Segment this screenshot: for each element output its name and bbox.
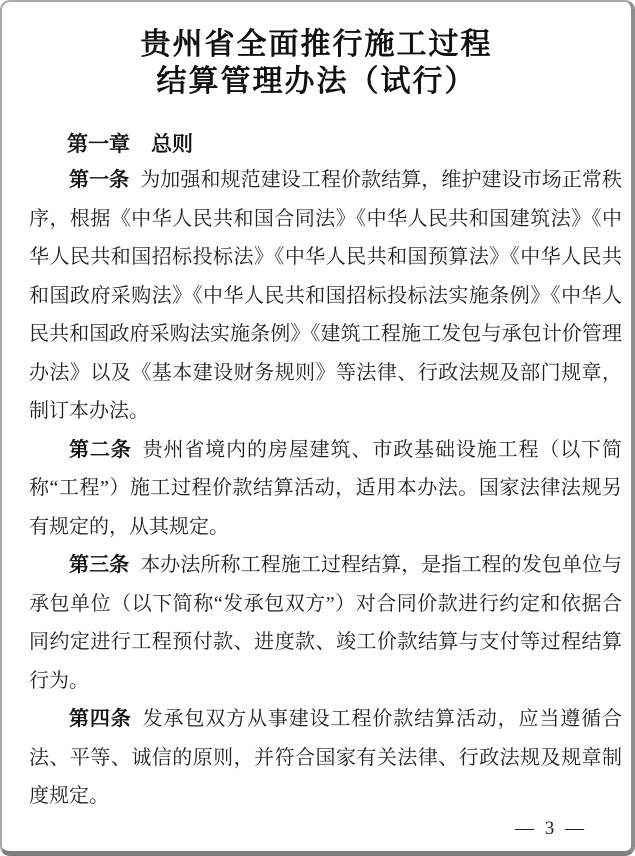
article-text: 贵州省境内的房屋建筑、市政基础设施工程（以下简称“工程”）施工过程价款结算活动，适用本办法。国家法律法规另有规定的，从其规定。 <box>29 438 623 538</box>
chapter-number: 第一章 <box>67 133 130 156</box>
document-body <box>29 161 622 816</box>
article-paragraph <box>29 546 622 700</box>
document-title-line-1: 贵州省全面推行施工过程 <box>140 28 493 61</box>
article-label: 第二条 <box>69 438 132 461</box>
article-text: 发承包双方从事建设工程价款结算活动，应当遵循合法、平等、诚信的原则，并符合国家有关法律、行政法规及规章制度规定。 <box>29 708 623 807</box>
article-paragraph <box>29 161 622 431</box>
article-label: 第一条 <box>69 169 130 191</box>
article-paragraph <box>29 700 622 816</box>
article-label: 第四条 <box>69 708 132 730</box>
document-title <box>2 2 631 100</box>
chapter-heading <box>67 133 616 157</box>
article-text: 为加强和规范建设工程价款结算，维护建设市场正常秩序，根据《中华人民共和国合同法》《中华人民共和国建筑法》《中华人民共和国招标投标法》《中华人民共和国预算法》《中华人民共和国政府采购法》《中华人民共和国招标投标法实施条例》《中华人民共和国政府采购法实施条例》《建筑工程施工发包与承包计价管理办法》以及《基本建设财务规则》等法律、行政法规及部门规章，制订本办法。 <box>29 169 623 422</box>
page-number: — 3 — <box>515 818 587 839</box>
chapter-title: 总则 <box>151 133 193 156</box>
article-paragraph <box>29 431 622 547</box>
document-title-line-2: 结算管理办法（试行） <box>156 65 477 98</box>
article-label: 第三条 <box>69 554 130 576</box>
article-text: 本办法所称工程施工过程结算，是指工程的发包单位与承包单位（以下简称“发承包双方”）对合同价款进行约定和依据合同约定进行工程预付款、进度款、竣工价款结算与支付等过程结算行为。 <box>29 554 623 692</box>
